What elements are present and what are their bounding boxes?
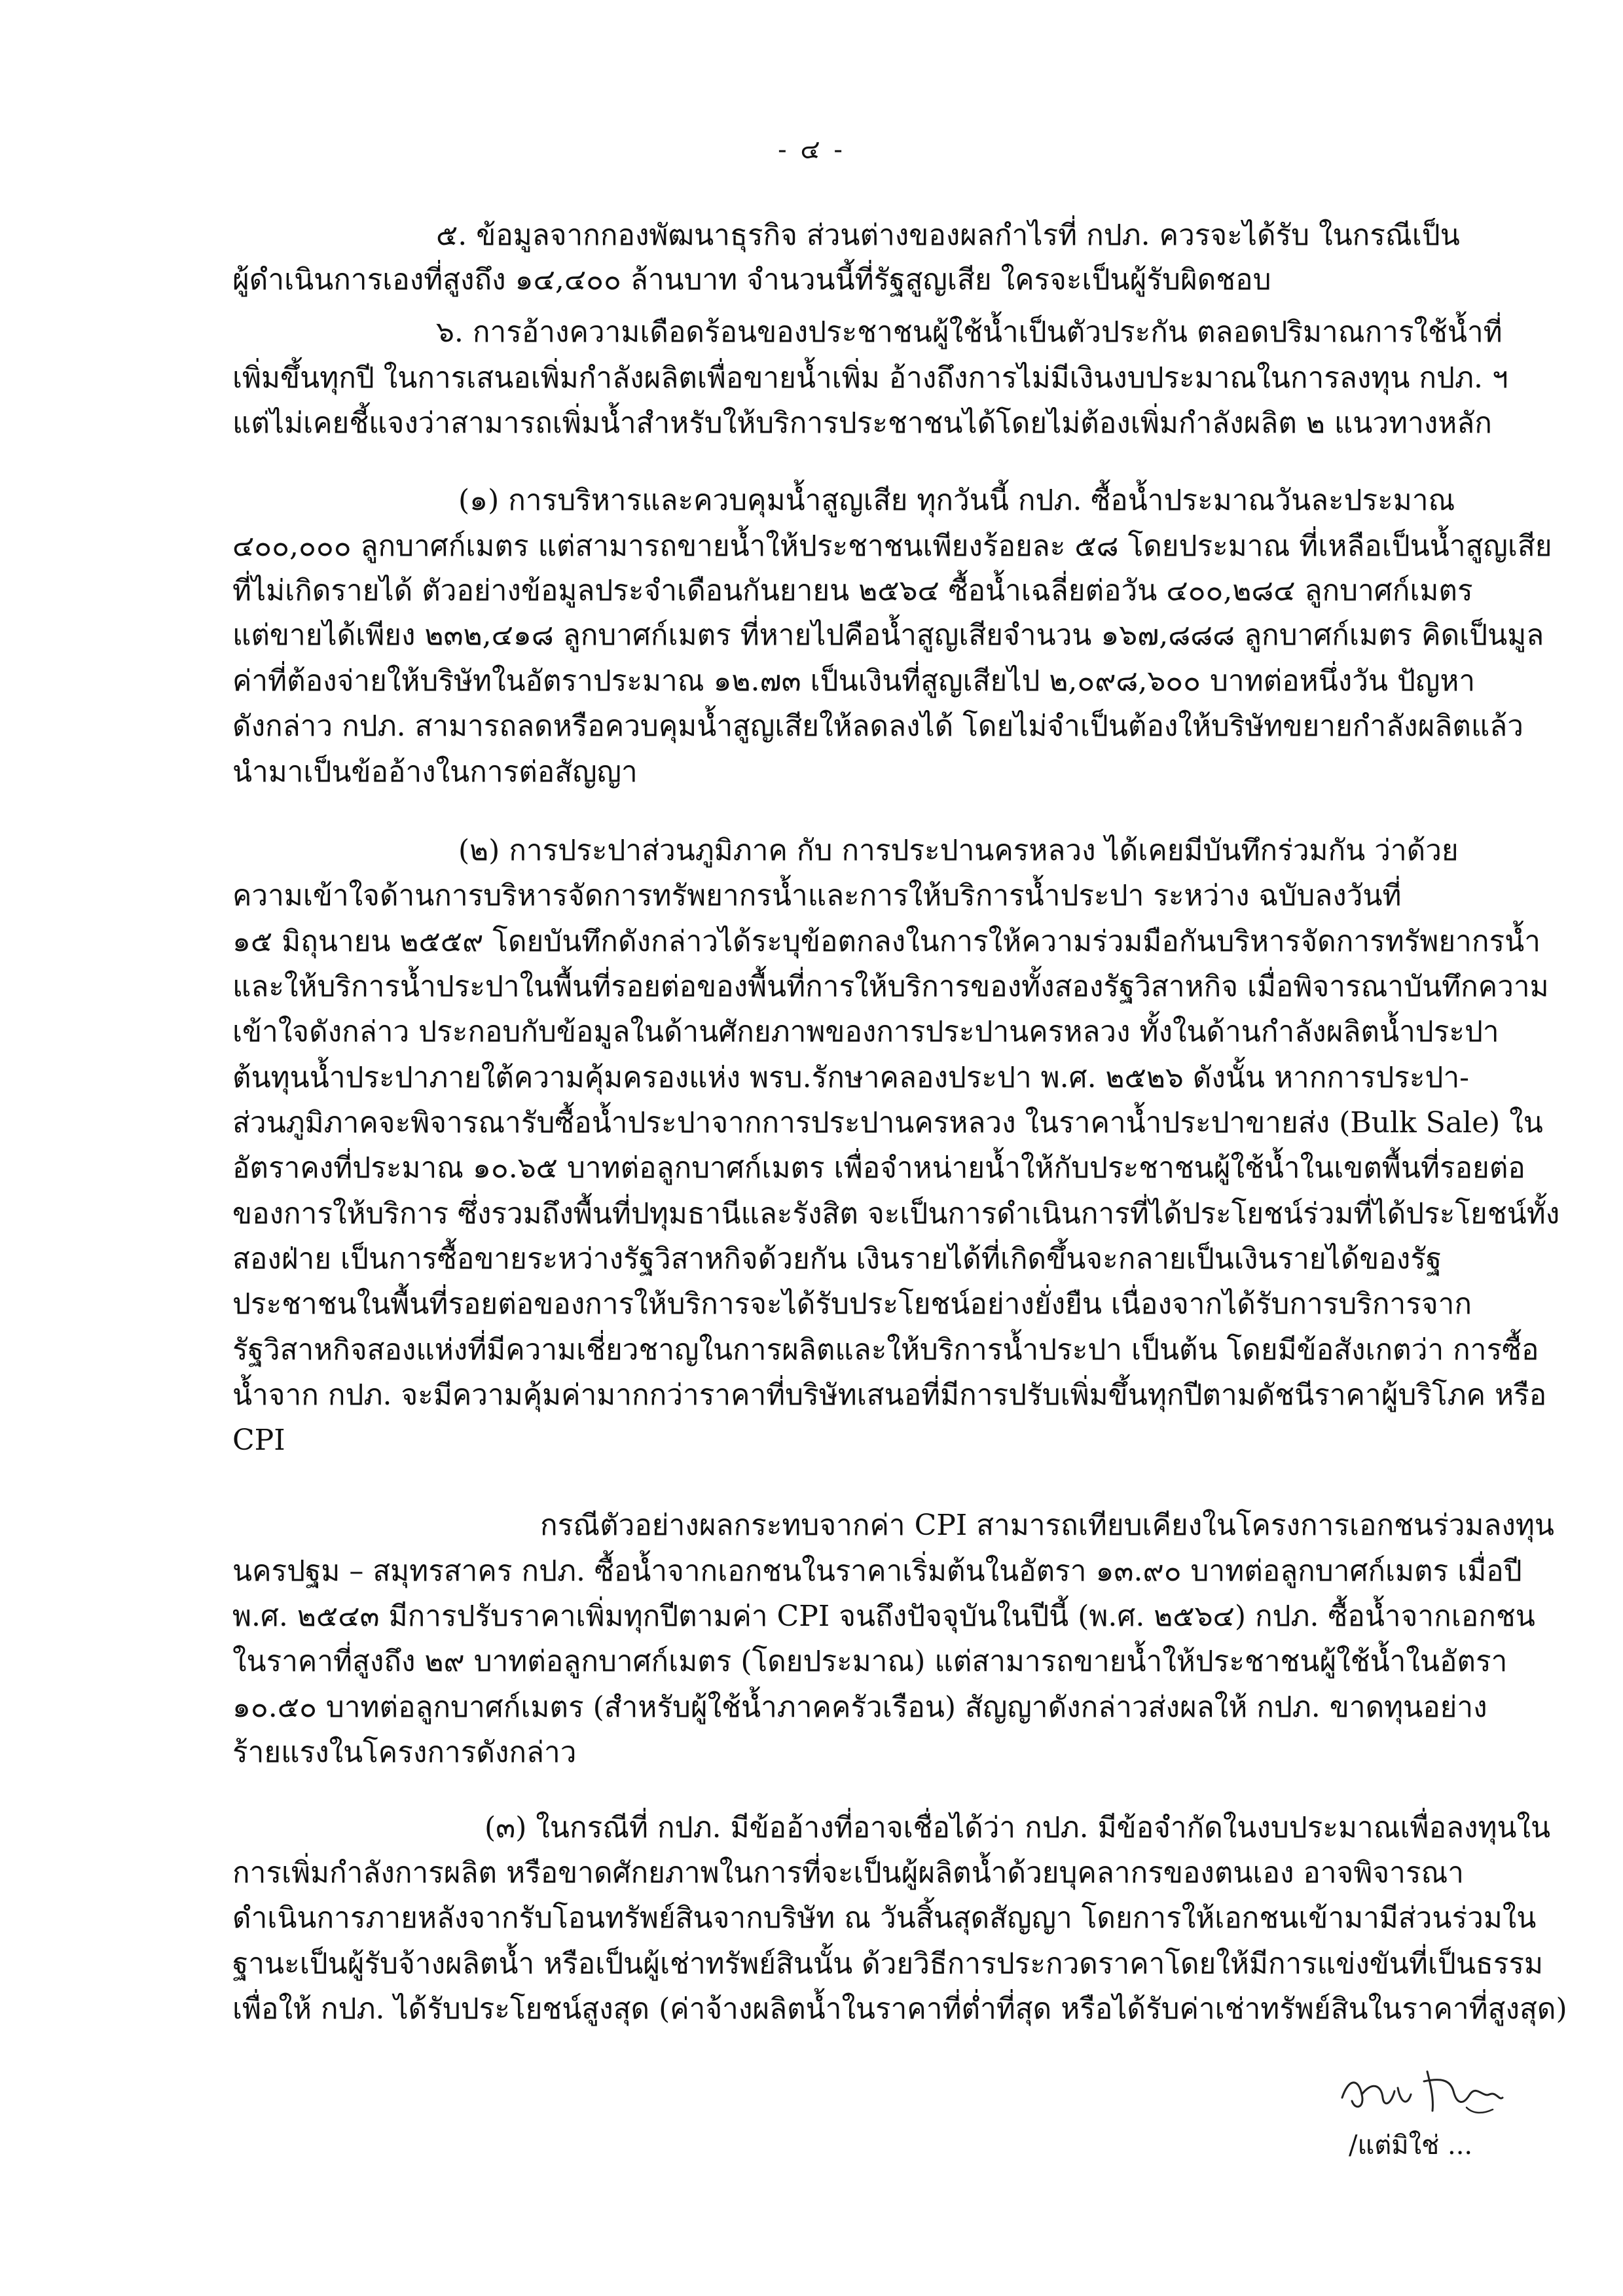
- text-line: แต่ขายได้เพียง ๒๓๒,๔๑๘ ลูกบาศก์เมตร ที่หายไปคือน้ำสูญเสียจำนวน ๑๖๗,๘๘๘ ลูกบาศก์เมตร คิดเป็นมูล: [232, 619, 1544, 652]
- text-line: ร้ายแรงในโครงการดังกล่าว: [232, 1736, 577, 1769]
- text-line: การเพิ่มกำลังการผลิต หรือขาดศักยภาพในการที่จะเป็นผู้ผลิตน้ำด้วยบุคลากรของตนเอง อาจพิจารณา: [232, 1856, 1464, 1890]
- text-line: CPI: [232, 1424, 285, 1457]
- text-line: ในราคาที่สูงถึง ๒๙ บาทต่อลูกบาศก์เมตร (โดยประมาณ) แต่สามารถขายน้ำให้ประชาชนผู้ใช้น้ำในอัตรา: [232, 1645, 1508, 1678]
- text-line: ๖. การอ้างความเดือดร้อนของประชาชนผู้ใช้น้ำเป็นตัวประกัน ตลอดปริมาณการใช้น้ำที่: [436, 315, 1503, 349]
- text-line: ฐานะเป็นผู้รับจ้างผลิตน้ำ หรือเป็นผู้เช่าทรัพย์สินนั้น ด้วยวิธีการประกวดราคาโดยให้มีการแข่งขันที่เป็นธรรม: [232, 1947, 1544, 1981]
- text-line: ๕. ข้อมูลจากกองพัฒนาธุรกิจ ส่วนต่างของผลกำไรที่ กปภ. ควรจะได้รับ ในกรณีเป็น: [436, 219, 1460, 252]
- text-line: ๑๕ มิถุนายน ๒๕๕๙ โดยบันทึกดังกล่าวได้ระบุข้อตกลงในการให้ความร่วมมือกันบริหารจัดการทรัพยากรน้ำ: [232, 925, 1541, 958]
- text-line: รัฐวิสาหกิจสองแห่งที่มีความเชี่ยวชาญในการผลิตและให้บริการน้ำประปา เป็นต้น โดยมีข้อสังเกตว่า การซื้อ: [232, 1333, 1539, 1367]
- text-line: อัตราคงที่ประมาณ ๑๐.๖๕ บาทต่อลูกบาศก์เมตร เพื่อจำหน่ายน้ำให้กับประชาชนผู้ใช้น้ำในเขตพื้นที่รอยต่อ: [232, 1151, 1525, 1185]
- handwritten-signature: [1336, 2058, 1506, 2121]
- text-line: และให้บริการน้ำประปาในพื้นที่รอยต่อของพื้นที่การให้บริการของทั้งสองรัฐวิสาหกิจ เมื่อพิจารณาบันทึกความ: [232, 970, 1549, 1003]
- text-line: น้ำจาก กปภ. จะมีความคุ้มค่ามากกว่าราคาที่บริษัทเสนอที่มีการปรับเพิ่มขึ้นทุกปีตามดัชนีราคาผู้บริโภค หรือ: [232, 1378, 1547, 1412]
- text-line: พ.ศ. ๒๕๔๓ มีการปรับราคาเพิ่มทุกปีตามค่า CPI จนถึงปัจจุบันในปีนี้ (พ.ศ. ๒๕๖๔) กปภ. ซื้อน้ำจากเอกชน: [232, 1600, 1535, 1633]
- text-line: ต้นทุนน้ำประปาภายใต้ความคุ้มครองแห่ง พรบ.รักษาคลองประปา พ.ศ. ๒๕๒๖ ดังนั้น หากการประปา-: [232, 1061, 1470, 1094]
- text-line: ดังกล่าว กปภ. สามารถลดหรือควบคุมน้ำสูญเสียให้ลดลงได้ โดยไม่จำเป็นต้องให้บริษัทขยายกำลังผลิตแล้ว: [232, 709, 1523, 743]
- text-line: ดำเนินการภายหลังจากรับโอนทรัพย์สินจากบริษัท ณ วันสิ้นสุดสัญญา โดยการให้เอกชนเข้ามามีส่วนร่วมใน: [232, 1901, 1537, 1935]
- page-number: - ๔ -: [778, 135, 845, 165]
- text-line: นครปฐม – สมุทรสาคร กปภ. ซื้อน้ำจากเอกชนในราคาเริ่มต้นในอัตรา ๑๓.๙๐ บาทต่อลูกบาศก์เมตร เมื่อปี: [232, 1554, 1522, 1588]
- text-line: ความเข้าใจด้านการบริหารจัดการทรัพยากรน้ำและการให้บริการน้ำประปา ระหว่าง ฉบับลงวันที่: [232, 879, 1402, 912]
- text-line: (๑) การบริหารและควบคุมน้ำสูญเสีย ทุกวันนี้ กปภ. ซื้อน้ำประมาณวันละประมาณ: [458, 484, 1455, 517]
- text-line: ที่ไม่เกิดรายได้ ตัวอย่างข้อมูลประจำเดือนกันยายน ๒๕๖๔ ซื้อน้ำเฉลี่ยต่อวัน ๔๐๐,๒๘๔ ลูกบาศก์เมตร: [232, 574, 1473, 607]
- text-line: ส่วนภูมิภาคจะพิจารณารับซื้อน้ำประปาจากการประปานครหลวง ในราคาน้ำประปาขายส่ง (Bulk Sale) ใน: [232, 1106, 1543, 1139]
- continuation-text: /แต่มิใช่ ...: [1349, 2130, 1473, 2161]
- text-line: ผู้ดำเนินการเองที่สูงถึง ๑๔,๔๐๐ ล้านบาท จำนวนนี้ที่รัฐสูญเสีย ใครจะเป็นผู้รับผิดชอบ: [232, 263, 1271, 296]
- text-line: เพิ่มขึ้นทุกปี ในการเสนอเพิ่มกำลังผลิตเพื่อขายน้ำเพิ่ม อ้างถึงการไม่มีเงินงบประมาณในการลงทุน กปภ. ฯ: [232, 361, 1508, 395]
- text-line: แต่ไม่เคยชี้แจงว่าสามารถเพิ่มน้ำสำหรับให้บริการประชาชนได้โดยไม่ต้องเพิ่มกำลังผลิต ๒ แนวทางหลัก: [232, 406, 1492, 440]
- text-line: เข้าใจดังกล่าว ประกอบกับข้อมูลในด้านศักยภาพของการประปานครหลวง ทั้งในด้านกำลังผลิตน้ำประปา: [232, 1015, 1499, 1049]
- text-line: ๔๐๐,๐๐๐ ลูกบาศก์เมตร แต่สามารถขายน้ำให้ประชาชนเพียงร้อยละ ๕๘ โดยประมาณ ที่เหลือเป็นน้ำสูญเสีย: [232, 529, 1552, 563]
- text-line: (๓) ในกรณีที่ กปภ. มีข้ออ้างที่อาจเชื่อได้ว่า กปภ. มีข้อจำกัดในงบประมาณเพื่อลงทุนใน: [484, 1811, 1551, 1844]
- text-line: ๑๐.๕๐ บาทต่อลูกบาศก์เมตร (สำหรับผู้ใช้น้ำภาคครัวเรือน) สัญญาดังกล่าวส่งผลให้ กปภ. ขาดทุนอย่าง: [232, 1691, 1487, 1724]
- text-line: นำมาเป็นข้ออ้างในการต่อสัญญา: [232, 755, 638, 789]
- text-line: ค่าที่ต้องจ่ายให้บริษัทในอัตราประมาณ ๑๒.๗๓ เป็นเงินที่สูญเสียไป ๒,๐๙๘,๖๐๐ บาทต่อหนึ่งวัน ปัญหา: [232, 664, 1476, 698]
- text-line: ประชาชนในพื้นที่รอยต่อของการให้บริการจะได้รับประโยชน์อย่างยั่งยืน เนื่องจากได้รับการบริการจาก: [232, 1287, 1472, 1321]
- text-line: เพื่อให้ กปภ. ได้รับประโยชน์สูงสุด (ค่าจ้างผลิตน้ำในราคาที่ต่ำที่สุด หรือได้รับค่าเช่าทรัพย์สินในราคาที่สูงสุด): [232, 1992, 1567, 2026]
- text-line: ของการให้บริการ ซึ่งรวมถึงพื้นที่ปทุมธานีและรังสิต จะเป็นการดำเนินการที่ได้ประโยชน์ร่วมที่ได้ประโยชน์ทั้ง: [232, 1197, 1560, 1230]
- text-line: กรณีตัวอย่างผลกระทบจากค่า CPI สามารถเทียบเคียงในโครงการเอกชนร่วมลงทุน: [540, 1509, 1554, 1542]
- text-line: สองฝ่าย เป็นการซื้อขายระหว่างรัฐวิสาหกิจด้วยกัน เงินรายได้ที่เกิดขึ้นจะกลายเป็นเงินรายได้ของรัฐ: [232, 1242, 1442, 1276]
- text-line: (๒) การประปาส่วนภูมิภาค กับ การประปานครหลวง ได้เคยมีบันทึกร่วมกัน ว่าด้วย: [458, 834, 1459, 867]
